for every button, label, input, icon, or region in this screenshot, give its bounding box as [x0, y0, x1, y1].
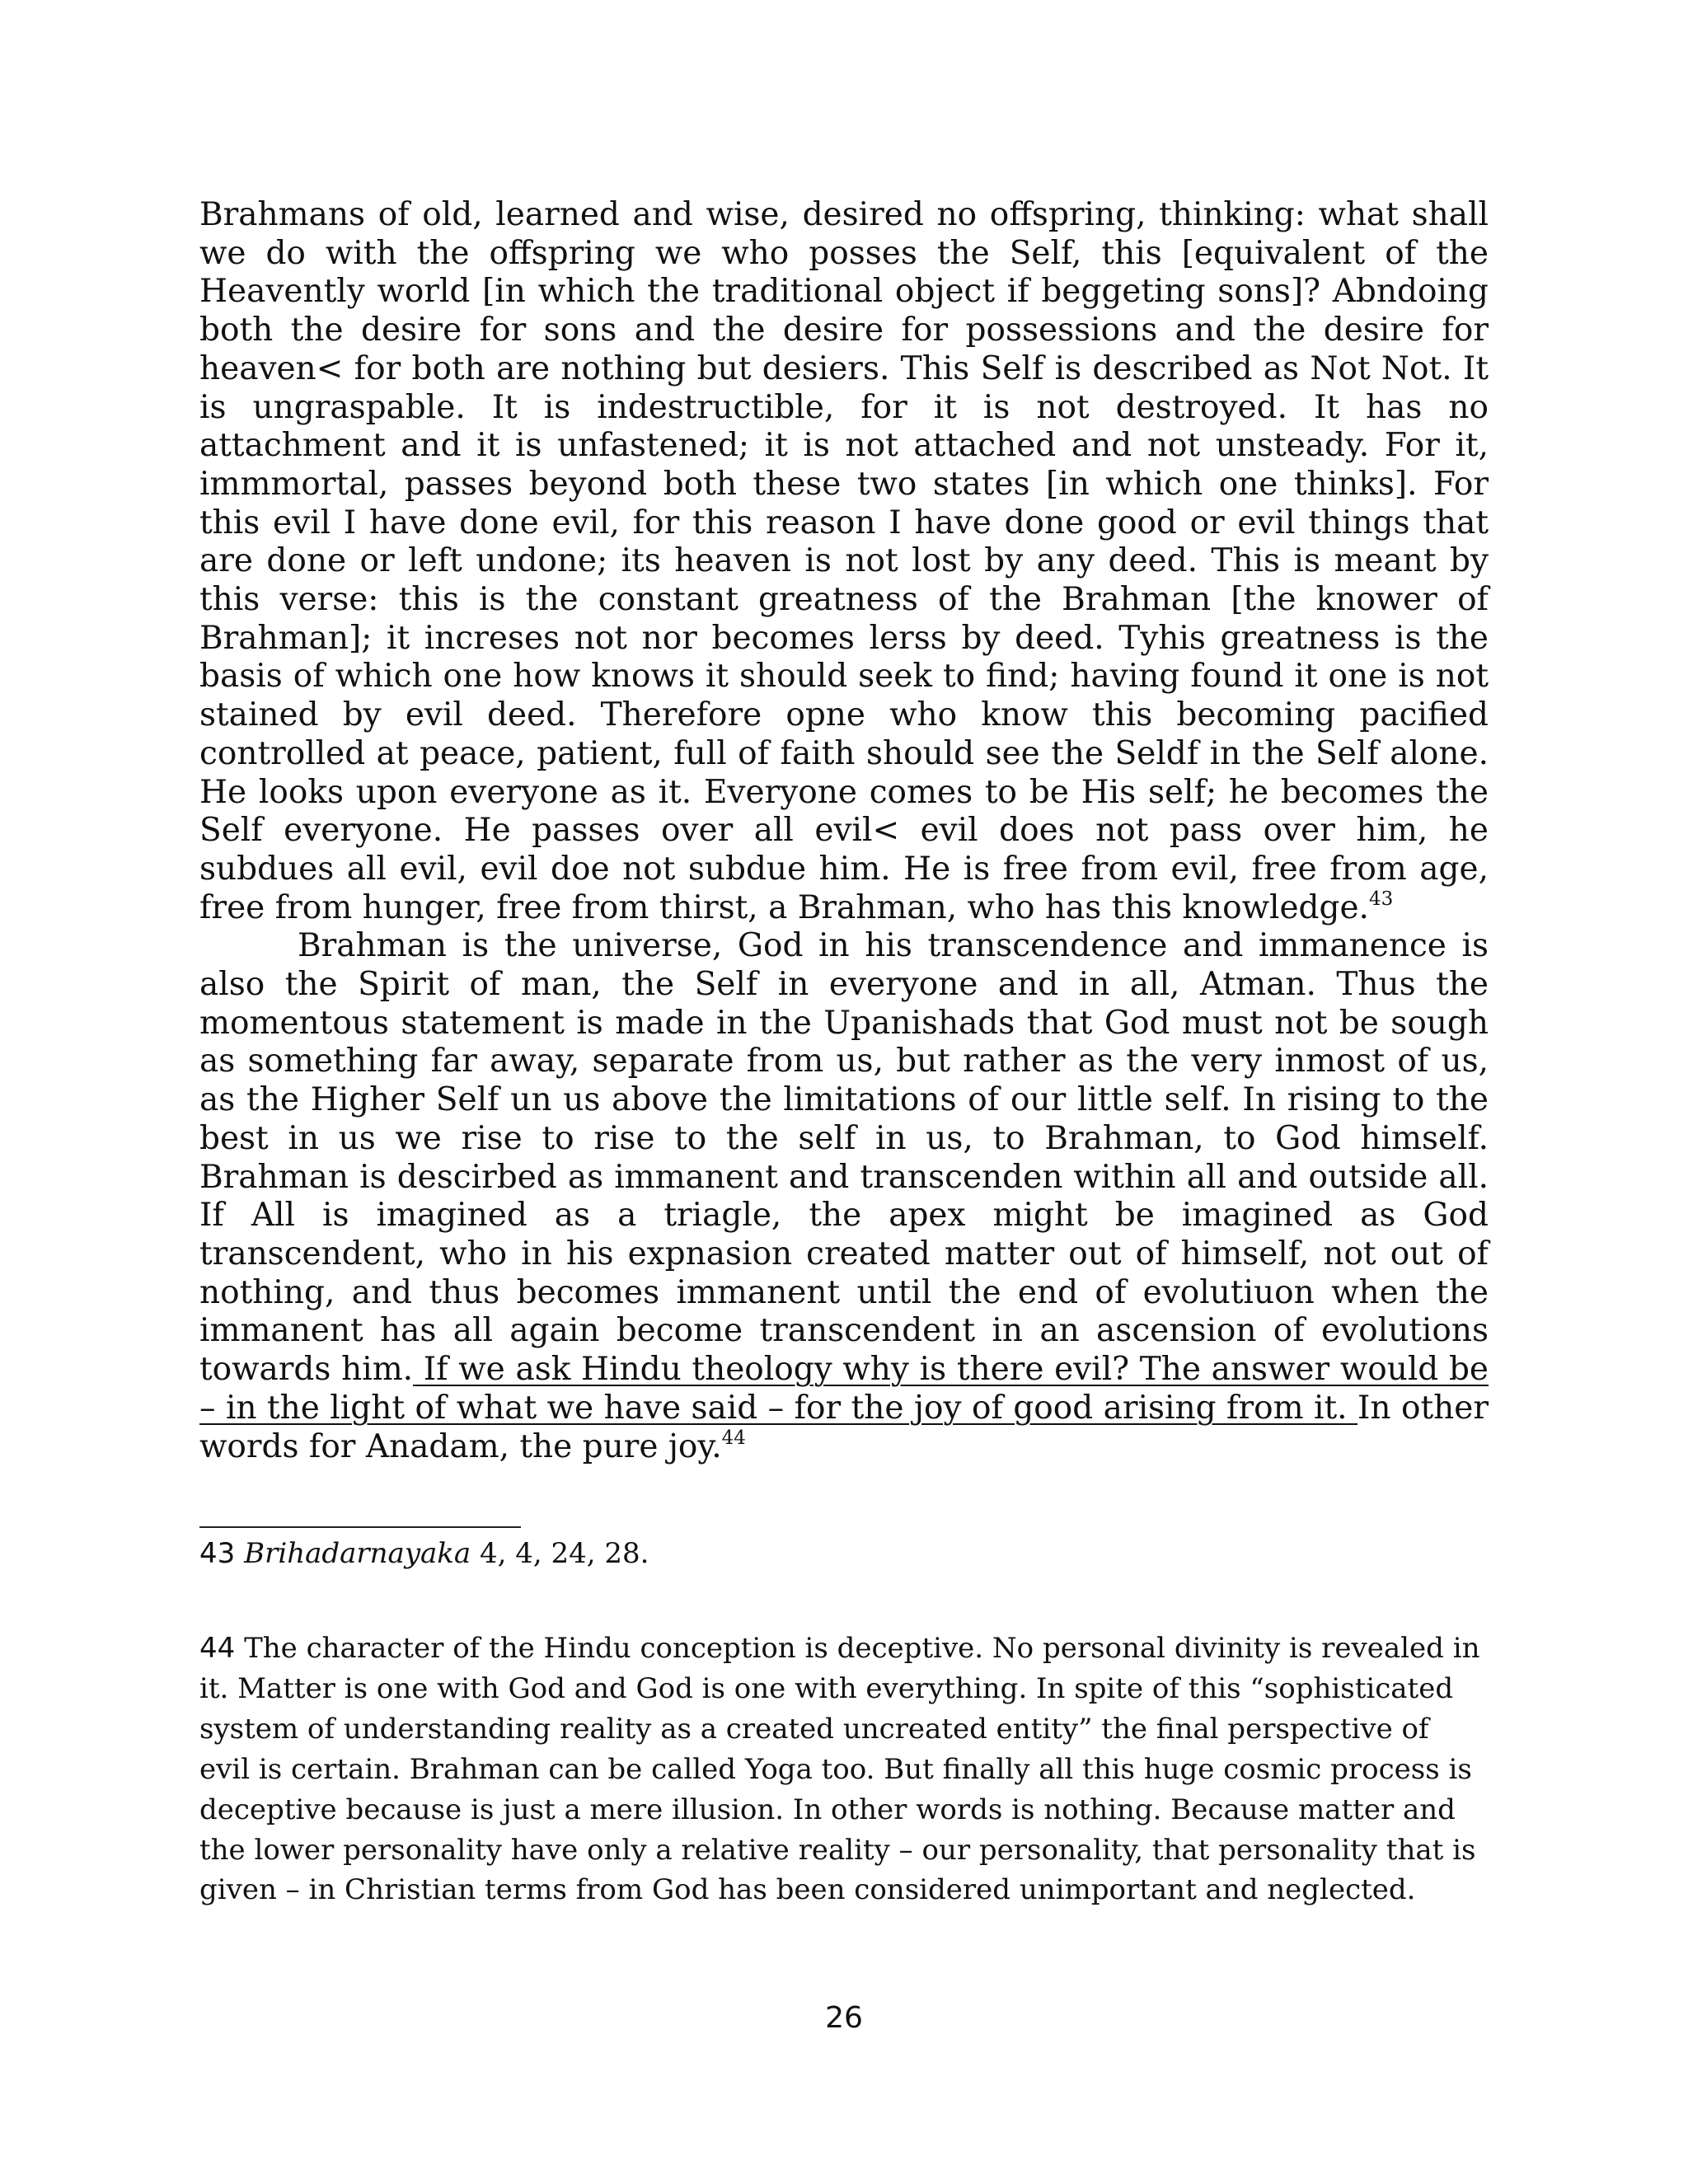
footnote-source-title: Brihadarnayaka [244, 1537, 471, 1570]
underlined-passage: If we ask Hindu theology why is there evil? The answer would be – in the light of what we have said – for the joy of good arising from it. [199, 1351, 1489, 1427]
footnote-43 [199, 1533, 1489, 1574]
footnote-number: 43 [199, 1537, 236, 1570]
footnote-text: 4, 4, 24, 28. [471, 1537, 649, 1570]
page-number: 26 [825, 2001, 863, 2035]
paragraph-1-text: Brahmans of old, learned and wise, desired no offspring, thinking: what shall we do with the offspring we who posses the Self, this [equivalent of the Heavently world [in which the traditional object if beggeting sons]? Abndoing both the desire for sons and the desire for possessions and the desire for heaven< for both are nothing but desiers. This Self is described as Not Not. It is ungraspable. It is indestructible, for it is not destroyed. It has no attachment and it is unfastened; it is not attached and not unsteady. For it, immmortal, passes beyond both these two states [in which one thinks]. For this evil I have done evil, for this reason I have done good or evil things that are done or left undone; its heaven is not lost by any deed. This is meant by this verse: this is the constant greatness of the Brahman [the knower of Brahman]; it increses not nor becomes lerss by deed. Tyhis greatness is the basis of which one how knows it should seek to find; having found it one is not stained by evil deed. Therefore opne who know this becoming pacified controlled at peace, patient, full of faith should see the Seldf in the Self alone. He looks upon everyone as it. Everyone comes to be His self; he becomes the Self everyone. He passes over all evil< evil does not pass over him, he subdues all evil, evil doe not subdue him. He is free from evil, free from age, free from hunger, free from thirst, a Brahman, who has this knowledge. [199, 196, 1489, 926]
paragraph-2 [199, 927, 1489, 1466]
footnote-ref-43: 43 [1368, 888, 1394, 910]
footnote-text: The character of the Hindu conception is deceptive. No personal divinity is revealed in it. Matter is one with God and God is one with everything. In spite of this “sophisticated system of understanding reality as a created uncreated entity” the final perspective of evil is certain. Brahman can be called Yoga too. But finally all this huge cosmic process is deceptive because is just a mere illusion. In other words is nothing. Because matter and the lower personality have only a relative reality – our personality, that personality that is given – in Christian terms from God has been considered unimportant and neglected. [199, 1632, 1480, 1907]
paragraph-2-ending: In other words for Anadam, the pure joy. [199, 1389, 1489, 1465]
paragraph-2-text: Brahman is the universe, God in his transcendence and immanence is also the Spirit of man, the Self in everyone and in all, Atman. Thus the momentous statement is made in the Upanishads that God must not be sough as something far away, separate from us, but rather as the very inmost of us, as the Higher Self un us above the limitations of our little self. In rising to the best in us we rise to rise to the self in us, to Brahman, to God himself. Brahman is descirbed as immanent and transcenden within all and outside all. If All is imagined as a triagle, the apex might be imagined as God transcendent, who in his expnasion created matter out of himself, not out of nothing, and thus becomes immanent until the end of evolutiuon when the immanent has all again become transcendent in an ascension of evolutions towards him. [199, 927, 1489, 1389]
footnote-number: 44 [199, 1632, 236, 1665]
paragraph-1 [199, 196, 1489, 927]
footnote-separator [199, 1526, 521, 1528]
footnote-ref-44: 44 [721, 1427, 746, 1449]
main-text [199, 196, 1489, 1466]
footnote-44 [199, 1629, 1485, 1910]
